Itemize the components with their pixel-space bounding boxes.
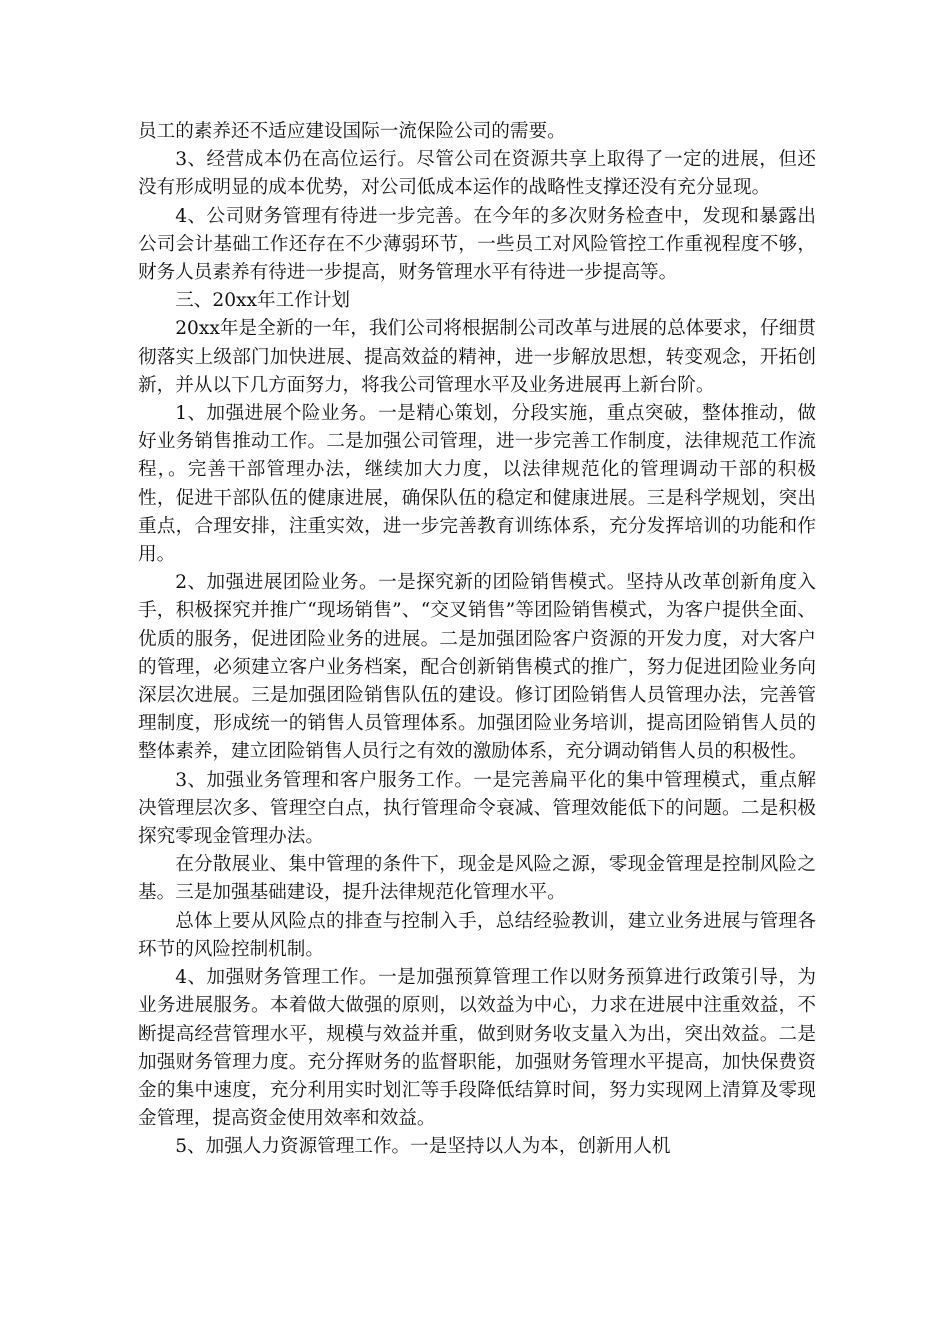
paragraph-3: 4、公司财务管理有待进一步完善。在今年的多次财务检查中，发现和暴露出公司会计基础工作还存在不少薄弱环节，一些员工对风险管控工作重视程度不够，财务人员素养有待进一步提高，财务管理水平有待进一步提高等。 xyxy=(138,205,816,284)
paragraph-7: 2、加强进展团险业务。一是探究新的团险销售模式。坚持从改革创新角度入手，积极探究并推广“现场销售”、“交叉销售”等团险销售模式，为客户提供全面、优质的服务，促进团险业务的进展。二是加强团险客户资源的开发力度，对大客户的管理，必须建立客户业务档案，配合创新销售模式的推广，努力促进团险业务向深层次进展。三是加强团险销售队伍的建设。修订团险销售人员管理办法，完善管理制度，形成统一的销售人员管理体系。加强团险业务培训，提高团险销售人员的整体素养，建立团险销售人员行之有效的激励体系，充分调动销售人员的积极性。 xyxy=(138,572,816,763)
paragraph-12: 5、加强人力资源管理工作。一是坚持以人为本，创新用人机 xyxy=(175,1136,671,1158)
paragraph-8: 3、加强业务管理和客户服务工作。一是完善扁平化的集中管理模式，重点解决管理层次多、管理空白点，执行管理命令衰减、管理效能低下的问题。二是积极探究零现金管理办法。 xyxy=(138,769,816,848)
paragraph-9: 在分散展业、集中管理的条件下，现金是风险之源，零现金管理是控制风险之基。三是加强基础建设，提升法律规范化管理水平。 xyxy=(138,854,816,904)
paragraph-5: 20xx年是全新的一年，我们公司将根据制公司改革与进展的总体要求，仔细贯彻落实上级部门加快进展、提高效益的精神，进一步解放思想，转变观念，开拓创新，并从以下几方面努力，将我公司管理水平及业务进展再上新台阶。 xyxy=(138,318,816,396)
document-page xyxy=(138,118,816,1162)
section-heading-3: 三、20xx年工作计划 xyxy=(175,290,350,312)
paragraph-10: 总体上要从风险点的排查与控制入手，总结经验教训，建立业务进展与管理各环节的风险控制机制。 xyxy=(138,910,816,960)
paragraph-6: 1、加强进展个险业务。一是精心策划，分段实施，重点突破，整体推动，做好业务销售推动工作。二是加强公司管理，进一步完善工作制度，法律规范工作流程，。完善干部管理办法，继续加大力度，以法律规范化的管理调动干部的积极性，促进干部队伍的健康进展，确保队伍的稳定和健康进展。三是科学规划，突出重点，合理安排，注重实效，进一步完善教育训练体系，充分发挥培训的功能和作用。 xyxy=(138,403,816,566)
paragraph-2: 3、经营成本仍在高位运行。尽管公司在资源共享上取得了一定的进展，但还没有形成明显的成本优势，对公司低成本运作的战略性支撑还没有充分显现。 xyxy=(138,149,816,199)
paragraph-11: 4、加强财务管理工作。一是加强预算管理工作以财务预算进行政策引导，为业务进展服务。本着做大做强的原则，以效益为中心，力求在进展中注重效益，不断提高经营管理水平，规模与效益并重，做到财务收支量入为出，突出效益。二是加强财务管理力度。充分挥财务的监督职能，加强财务管理水平提高，加快保费资金的集中速度，充分利用实时划汇等手段降低结算时间，努力实现网上清算及零现金管理，提高资金使用效率和效益。 xyxy=(138,967,816,1130)
paragraph-1: 员工的素养还不适应建设国际一流保险公司的需要。 xyxy=(138,121,566,142)
